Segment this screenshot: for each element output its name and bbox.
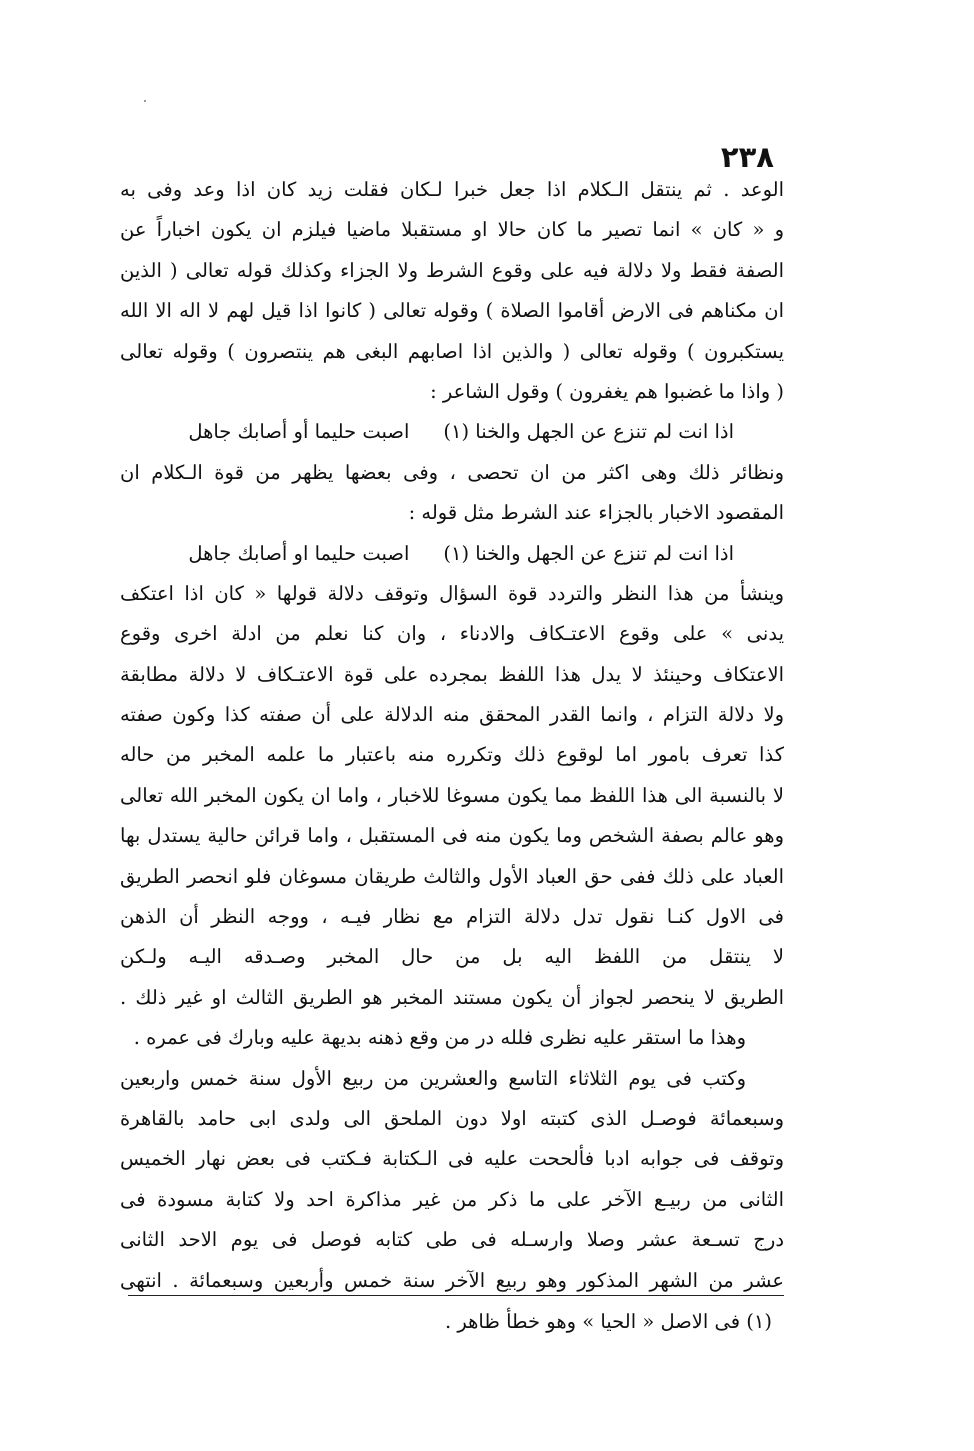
text-line: وكتب فى يوم الثلاثاء التاسع والعشرين من ربيع الأول سنة خمس واربعين xyxy=(120,1066,746,1090)
page-number: ٢٣٨ xyxy=(720,140,774,174)
text-line: المقصود الاخبار بالجزاء عند الشرط مثل قوله : xyxy=(408,501,784,525)
margin-speck xyxy=(144,100,146,102)
text-line: الطريق لا ينحصر لجواز أن يكون مستند المخبر هو الطريق الثالث او غير ذلك . xyxy=(120,985,784,1009)
main-text xyxy=(120,170,784,1301)
text-line: العباد على ذلك ففى حق العباد الأول والثالث طريقان مسوغان فلو انحصر الطريق xyxy=(120,864,784,888)
verse-second-hemistich: اصبت حليما أو أصابك جاهل xyxy=(188,420,410,444)
text-line: درج تسـعة عشر وصلا وارسـله فى طى كتابه فوصل فى يوم الاحد الثانى xyxy=(120,1228,784,1252)
text-line: وسبعمائة فوصـل الذى كتبته اولا دون الملحق الى ولدى ابى حامد بالقاهرة xyxy=(120,1106,784,1130)
poetry-verse xyxy=(120,534,784,574)
text-line: وهو عالم بصفة الشخص وما يكون منه فى المستقبل ، واما قرائن حالية يستدل بها xyxy=(120,824,784,848)
verse-first-hemistich: اذا انت لم تنزع عن الجهل والخنا (١) xyxy=(443,541,734,565)
text-line: الاعتكاف وحينئذ لا يدل هذا اللفظ بمجرده على قوة الاعتـكاف لا دلالة مطابقة xyxy=(120,662,784,686)
text-line: يستكبرون ) وقوله تعالى ( والذين اذا اصابهم البغى هم ينتصرون ) وقوله تعالى xyxy=(120,339,784,363)
text-line: ان مكناهم فى الارض أقاموا الصلاة ) وقوله تعالى ( كانوا اذا قيل لهم لا اله الا الله xyxy=(120,299,784,323)
text-line: الوعد . ثم ينتقل الـكلام اذا جعل خبرا لـكان فقلت زيد كان اذا وعد وفى به xyxy=(120,178,784,201)
text-line: لا بالنسبة الى هذا اللفظ مما يكون مسوغا للاخبار ، واما ان يكون المخبر الله تعالى xyxy=(120,783,784,807)
text-line: الصفة فقط ولا دلالة فيه على وقوع الشرط ولا الجزاء وكذلك قوله تعالى ( الذين xyxy=(120,258,784,282)
text-line: عشر من الشهر المذكور وهو ربيع الآخر سنة خمس وأربعين وسبعمائة . انتهى xyxy=(120,1268,784,1292)
footnote-divider xyxy=(128,1295,784,1296)
text-line: وهذا ما استقر عليه نظرى فلله در من وقع ذهنه بديهة عليه وبارك فى عمره . xyxy=(133,1026,746,1050)
text-line: ( واذا ما غضبوا هم يغفرون ) وقول الشاعر : xyxy=(430,379,784,403)
text-line: و « كان » انما تصير ما كان حالا او مستقبلا ماضيا فيلزم ان يكون اخباراً عن xyxy=(120,218,784,242)
verse-second-hemistich: اصبت حليما او أصابك جاهل xyxy=(188,541,410,565)
text-line: ولا دلالة التزام ، وانما القدر المحقق منه الدلالة على أن صفته كذا وكون صفته xyxy=(120,703,784,727)
text-line: فى الاول كنـا نقول تدل دلالة التزام مع نظار فيـه ، ووجه النظر أن الذهن xyxy=(120,905,784,929)
text-line: الثانى من ربيـع الآخر على ما ذكر من غير مذاكرة احد ولا كتابة مسودة فى xyxy=(120,1187,784,1211)
text-line: وتوقف فى جوابه ادبا فألححت عليه فى الـكتابة فـكتب فى بعض نهار الخميس xyxy=(120,1147,784,1171)
footnote: (١) فى الاصل « الحيا » وهو خطأ ظاهر . xyxy=(444,1310,772,1333)
text-line: وينشأ من هذا النظر والتردد قوة السؤال وتوقف دلالة قولها « كان اذا اعتكف xyxy=(120,581,784,605)
verse-first-hemistich: اذا انت لم تنزع عن الجهل والخنا (١) xyxy=(443,420,734,444)
poetry-verse xyxy=(120,412,784,452)
text-line: يدنى » على وقوع الاعتـكاف والادناء ، وان كنا نعلم من ادلة اخرى وقوع xyxy=(120,622,784,646)
text-line: لا ينتقل من اللفظ اليه بل من حال المخبر وصـدقه اليـه ولـكن xyxy=(120,945,784,969)
text-line: كذا تعرف بامور اما لوقوع ذلك وتكرره منه باعتبار ما علمه المخبر من حاله xyxy=(120,743,784,767)
text-line: ونظائر ذلك وهى اكثر من ان تحصى ، وفى بعضها يظهر من قوة الـكلام ان xyxy=(120,460,784,484)
